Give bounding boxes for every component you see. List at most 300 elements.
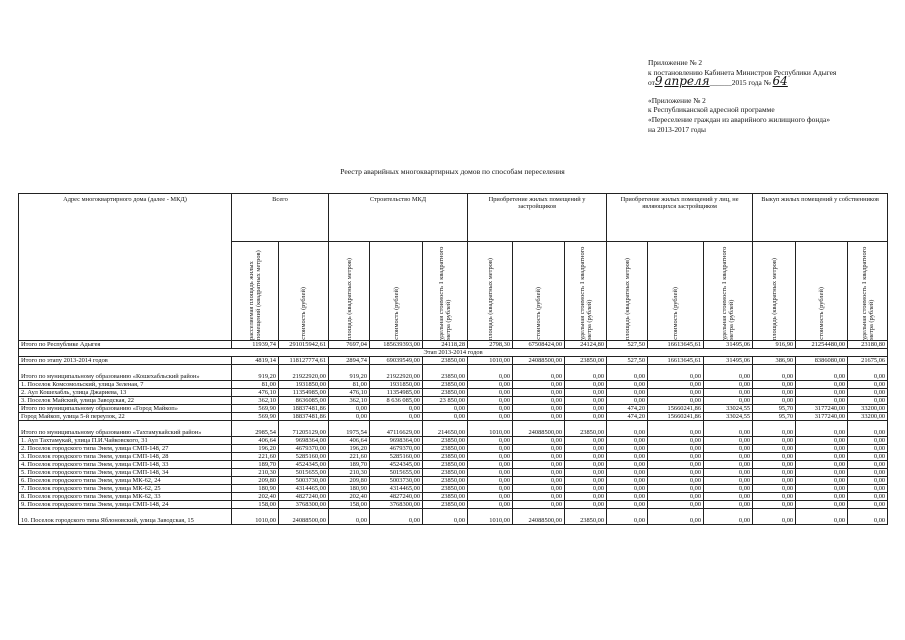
table-cell: 0,00 [468,445,513,453]
registry-table [18,193,888,525]
table-cell: 0,00 [848,381,888,389]
column-header [232,242,279,341]
table-cell: 0,00 [796,381,848,389]
table-cell: 0,00 [423,413,468,421]
table-cell: 5003730,00 [370,477,423,485]
table-cell: 0,00 [607,477,648,485]
table-cell: 221,60 [329,453,370,461]
table-cell: 0,00 [329,413,370,421]
table-cell: 0,00 [848,485,888,493]
table-row [19,493,888,501]
table-cell: 158,00 [329,501,370,509]
table-cell: 2894,74 [329,357,370,365]
table-cell: 0,00 [796,477,848,485]
column-header-label: удельная стоимость 1 квадратного метра (рублей) [438,246,453,340]
table-cell: 0,00 [704,389,753,397]
table-cell: 23850,00 [423,501,468,509]
table-cell: 291015942,61 [279,341,329,349]
row-address: Итого по муниципальному образованию «Кошехабльский район» [19,365,232,381]
table-row [19,469,888,477]
table-cell: 0,00 [468,405,513,413]
column-header-label: удельная стоимость 1 квадратного метра (рублей) [721,246,736,340]
table-cell: 0,00 [513,485,565,493]
header-line: к Республиканской адресной программе [648,105,775,115]
column-header [648,242,704,341]
table-cell: 8386080,00 [796,357,848,365]
table-cell: 1975,54 [329,421,370,437]
table-cell: 0,00 [704,453,753,461]
table-cell: 0,00 [607,397,648,405]
stage-row [19,349,888,357]
table-cell: 23 850,00 [423,397,468,405]
table-cell: 3177240,00 [796,413,848,421]
row-address: 3. Поселок Майский, улица Заводская, 22 [19,397,232,405]
column-header [279,242,329,341]
table-cell: 0,00 [513,453,565,461]
table-cell: 0,00 [648,461,704,469]
table-cell: 5015655,00 [370,469,423,477]
table-cell: 0,00 [648,509,704,525]
table-cell: 0,00 [468,501,513,509]
table-row [19,461,888,469]
table-cell: 0,00 [513,461,565,469]
table-cell: 0,00 [648,437,704,445]
table-cell: 362,10 [232,397,279,405]
header-line: к постановлению Кабинета Министров Республики Адыгея [648,67,837,77]
table-cell: 0,00 [848,461,888,469]
table-cell: 0,00 [848,493,888,501]
table-row [19,397,888,405]
table-cell: 0,00 [648,445,704,453]
table-cell: 0,00 [704,461,753,469]
table-cell: 23850,00 [423,357,468,365]
table-cell: 0,00 [513,493,565,501]
header-total: Всего [232,194,329,242]
table-cell: 0,00 [513,381,565,389]
column-header-label: удельная стоимость 1 квадратного метра (рублей) [860,246,875,340]
table-cell: 23850,00 [423,469,468,477]
table-cell: 0,00 [468,397,513,405]
table-cell: 24088500,00 [279,509,329,525]
table-cell: 33024,55 [704,405,753,413]
column-header-label: стоимость (рублей) [672,287,680,340]
table-cell: 21922920,00 [370,365,423,381]
table-cell: 23850,00 [565,421,607,437]
table-cell: 0,00 [565,493,607,501]
table-cell: 0,00 [848,437,888,445]
table-cell: 0,00 [796,365,848,381]
table-cell: 0,00 [513,437,565,445]
table-cell: 919,20 [329,365,370,381]
table-cell: 185639393,00 [370,341,423,349]
table-row [19,381,888,389]
table-cell: 0,00 [513,389,565,397]
table-cell: 196,20 [329,445,370,453]
row-address: 6. Поселок городского типа Энем, улица МК-62, 24 [19,477,232,485]
table-cell: 386,90 [753,357,796,365]
table-cell: 209,80 [232,477,279,485]
table-cell: 4524345,00 [279,461,329,469]
table-cell: 180,90 [329,485,370,493]
table-cell: 0,00 [704,437,753,445]
table-cell: 0,00 [753,501,796,509]
table-cell: 0,00 [513,413,565,421]
table-cell: 196,20 [232,445,279,453]
table-cell: 0,00 [704,421,753,437]
table-cell: 0,00 [565,397,607,405]
table-cell: 202,40 [232,493,279,501]
table-cell: 4827240,00 [279,493,329,501]
table-cell: 214650,00 [423,421,468,437]
table-cell: 0,00 [704,381,753,389]
table-cell: 0,00 [848,453,888,461]
table-cell: 189,70 [329,461,370,469]
table-cell: 0,00 [704,485,753,493]
table-cell: 23850,00 [423,437,468,445]
table-cell: 95,70 [753,405,796,413]
header-buyout-owners: Выкуп жилых помещений у собственников [753,194,888,242]
table-cell: 0,00 [796,493,848,501]
column-header-label: площадь (квадратных метров) [486,257,494,340]
table-cell: 0,00 [468,365,513,381]
table-cell: 5003730,00 [279,477,329,485]
row-address: 1. Поселок Комсомольский, улица Зеленая, 7 [19,381,232,389]
table-cell: 0,00 [565,485,607,493]
table-cell: 476,10 [232,389,279,397]
header-purchase-non-developers: Приобретение жилых помещений у лиц, не являющихся застройщиком [607,194,753,242]
table-cell: 16613645,61 [648,341,704,349]
table-cell: 0,00 [753,469,796,477]
table-cell: 33200,00 [848,405,888,413]
table-cell: 0,00 [753,381,796,389]
table-cell: 0,00 [753,509,796,525]
header-line: на 2013-2017 годы [648,124,707,134]
table-cell: 0,00 [753,477,796,485]
row-address: 5. Поселок городского типа Энем, улица СМП-148, 34 [19,469,232,477]
table-row [19,437,888,445]
column-header [468,242,513,341]
table-cell: 476,10 [329,389,370,397]
table-cell: 0,00 [704,509,753,525]
table-cell: 23180,80 [848,341,888,349]
table-cell: 0,00 [423,405,468,413]
table-cell: 0,00 [468,453,513,461]
table-cell: 0,00 [753,485,796,493]
column-header [370,242,423,341]
table-cell: 81,00 [232,381,279,389]
table-cell: 11354985,00 [370,389,423,397]
table-cell: 406,64 [232,437,279,445]
row-address: 2. Поселок городского типа Энем, улица СМП-148, 27 [19,445,232,453]
table-cell: 71205129,00 [279,421,329,437]
page-title: Реестр аварийных многоквартирных домов по способам переселения [340,167,565,176]
table-cell: 0,00 [565,389,607,397]
table-cell: 0,00 [796,461,848,469]
table-cell: 0,00 [796,501,848,509]
table-cell: 3768300,00 [370,501,423,509]
table-cell: 0,00 [704,493,753,501]
table-cell: 916,90 [753,341,796,349]
table-cell: 0,00 [848,397,888,405]
table-cell: 202,40 [329,493,370,501]
table-cell: 527,50 [607,357,648,365]
table-cell: 0,00 [796,469,848,477]
table-cell: 0,00 [607,437,648,445]
table-cell: 0,00 [513,501,565,509]
stage-label: Этап 2013-2014 годов [19,349,888,357]
column-header [329,242,370,341]
table-cell: 0,00 [607,453,648,461]
table-cell: 0,00 [565,365,607,381]
table-cell: 0,00 [468,477,513,485]
table-row [19,445,888,453]
table-cell: 2798,30 [468,341,513,349]
table-cell: 0,00 [468,485,513,493]
table-cell: 31495,06 [704,357,753,365]
table-cell: 0,00 [565,445,607,453]
table-cell: 47116629,00 [370,421,423,437]
table-cell: 0,00 [704,397,753,405]
table-cell: 0,00 [648,381,704,389]
table-cell: 4524345,00 [370,461,423,469]
column-header-label: стоимость (рублей) [392,287,400,340]
table-cell: 69039549,00 [370,357,423,365]
table-cell: 0,00 [607,493,648,501]
table-row [19,501,888,509]
table-cell: 0,00 [848,477,888,485]
table-cell: 24088500,00 [513,421,565,437]
table-cell: 0,00 [607,365,648,381]
table-cell: 3768300,00 [279,501,329,509]
table-cell: 0,00 [648,397,704,405]
table-cell: 0,00 [565,405,607,413]
table-cell: 23850,00 [423,485,468,493]
table-cell: 4314465,00 [370,485,423,493]
table-cell: 1010,00 [468,421,513,437]
table-cell: 0,00 [370,509,423,525]
table-cell: 0,00 [648,421,704,437]
table-cell: 3177240,00 [796,405,848,413]
table-cell: 0,00 [848,469,888,477]
header-line: «Переселение граждан из аварийного жилищного фонда» [648,114,831,124]
table-cell: 0,00 [753,365,796,381]
table-cell: 23850,00 [423,365,468,381]
table-cell: 23850,00 [423,453,468,461]
table-cell: 23850,00 [423,493,468,501]
table-cell: 0,00 [796,421,848,437]
row-address: Город Майкоп, улица 5-й переулок, 22 [19,413,232,421]
table-cell: 0,00 [753,493,796,501]
table-cell: 158,00 [232,501,279,509]
table-cell: 11354985,00 [279,389,329,397]
table-cell: 210,30 [329,469,370,477]
table-cell: 0,00 [848,421,888,437]
table-cell: 0,00 [796,445,848,453]
table-cell: 474,20 [607,405,648,413]
table-cell: 1010,00 [468,357,513,365]
table-cell: 8 636 085,00 [370,397,423,405]
table-cell: 21675,06 [848,357,888,365]
column-header [513,242,565,341]
table-row [19,357,888,365]
table-cell: 0,00 [796,437,848,445]
table-cell: 1931850,00 [279,381,329,389]
table-cell: 4679370,00 [370,445,423,453]
table-cell: 0,00 [796,509,848,525]
table-cell: 0,00 [704,477,753,485]
table-cell: 0,00 [753,437,796,445]
table-cell: 24124,80 [565,341,607,349]
table-cell: 0,00 [753,461,796,469]
table-cell: 21254480,00 [796,341,848,349]
table-cell: 24088500,00 [513,509,565,525]
table-cell: 9698364,00 [370,437,423,445]
table-cell: 0,00 [753,421,796,437]
table-cell: 362,10 [329,397,370,405]
row-address: Итого по муниципальному образованию «Тахтамукайский район» [19,421,232,437]
column-header [753,242,796,341]
table-cell: 0,00 [607,485,648,493]
row-address: 9. Поселок городского типа Энем, улица СМП-148, 24 [19,501,232,509]
table-row [19,453,888,461]
table-cell: 0,00 [565,501,607,509]
decree-number: 64 [772,74,788,89]
table-cell: 21922920,00 [279,365,329,381]
table-cell: 0,00 [468,469,513,477]
table-cell: 0,00 [423,509,468,525]
table-cell: 23850,00 [565,357,607,365]
table-cell: 0,00 [565,469,607,477]
table-cell: 0,00 [468,413,513,421]
table-cell: 67508424,00 [513,341,565,349]
table-cell: 18837481,86 [279,413,329,421]
table-cell: 0,00 [848,445,888,453]
table-cell: 569,90 [232,405,279,413]
table-cell: 16613645,61 [648,357,704,365]
table-cell: 0,00 [513,397,565,405]
table-cell: 2985,54 [232,421,279,437]
table-cell: 0,00 [648,477,704,485]
table-cell: 0,00 [753,453,796,461]
table-cell: 0,00 [607,389,648,397]
table-cell: 0,00 [796,453,848,461]
table-cell: 4819,14 [232,357,279,365]
table-cell: 18837481,86 [279,405,329,413]
table-row [19,413,888,421]
table-cell: 0,00 [648,389,704,397]
table-cell: 209,80 [329,477,370,485]
table-row [19,405,888,413]
table-cell: 0,00 [370,413,423,421]
table-cell: 569,90 [232,413,279,421]
column-header-label: стоимость (рублей) [535,287,543,340]
table-row [19,421,888,437]
table-cell: 180,90 [232,485,279,493]
table-cell: 0,00 [329,509,370,525]
table-cell: 0,00 [513,477,565,485]
header-purchase-developers: Приобретение жилых помещений у застройщиков [468,194,607,242]
table-cell: 0,00 [848,389,888,397]
column-header-label: стоимость (рублей) [300,287,307,340]
column-header [423,242,468,341]
table-cell: 527,50 [607,341,648,349]
table-cell: 0,00 [704,469,753,477]
table-cell: 8636085,00 [279,397,329,405]
row-address: 4. Поселок городского типа Энем, улица СМП-148, 33 [19,461,232,469]
table-cell: 0,00 [607,445,648,453]
row-address: Итого по муниципальному образованию «Город Майкоп» [19,405,232,413]
column-header-label: площадь (квадратных метров) [345,257,353,340]
table-cell: 23850,00 [423,477,468,485]
table-cell: 0,00 [370,405,423,413]
table-row [19,509,888,525]
table-cell: 0,00 [704,501,753,509]
table-cell: 1010,00 [468,509,513,525]
table-cell: 5015655,00 [279,469,329,477]
column-header [796,242,848,341]
header-line: «Приложение № 2 [648,95,706,105]
table-cell: 0,00 [513,469,565,477]
row-address: 3. Поселок городского типа Энем, улица СМП-148, 28 [19,453,232,461]
table-row [19,485,888,493]
table-cell: 0,00 [513,405,565,413]
table-cell: 221,60 [232,453,279,461]
table-cell: 4314465,00 [279,485,329,493]
header-address: Адрес многоквартирного дома (далее - МКД) [19,194,232,341]
table-cell: 23850,00 [423,445,468,453]
table-cell: 0,00 [565,461,607,469]
table-cell: 0,00 [704,365,753,381]
table-cell: 1931850,00 [370,381,423,389]
column-header [565,242,607,341]
row-address: 1. Аул Тахтамукай, улица П.И.Чайковского, 31 [19,437,232,445]
table-cell: 15660241,86 [648,405,704,413]
table-cell: 210,30 [232,469,279,477]
table-row [19,389,888,397]
row-address: 2. Аул Кошехабль, улица Джариева, 13 [19,389,232,397]
column-header-label: стоимость (рублей) [818,287,826,340]
table-cell: 189,70 [232,461,279,469]
table-cell: 0,00 [648,485,704,493]
table-cell: 95,70 [753,413,796,421]
column-header-label: расселяемая площадь жилых помещений (квадратных метров) [248,250,262,340]
table-cell: 1010,00 [232,509,279,525]
table-cell: 118127774,61 [279,357,329,365]
table-cell: 81,00 [329,381,370,389]
table-row [19,477,888,485]
table-cell: 31495,06 [704,341,753,349]
table-cell: 23850,00 [423,461,468,469]
table-cell: 0,00 [513,365,565,381]
table-cell: 0,00 [796,485,848,493]
header-date-line: от9 апреля______2015 года № 64 [648,74,788,89]
table-cell: 0,00 [565,413,607,421]
table-cell: 23850,00 [565,509,607,525]
header-line: Приложение № 2 [648,58,703,67]
table-cell: 0,00 [753,445,796,453]
date-year: 2015 года № [731,78,771,88]
document-header [648,58,898,134]
table-cell: 0,00 [848,501,888,509]
table-cell: 5285160,00 [279,453,329,461]
table-cell: 7697,04 [329,341,370,349]
table-cell: 4827240,00 [370,493,423,501]
table-cell: 0,00 [607,509,648,525]
table-cell: 23850,00 [423,381,468,389]
table-cell: 0,00 [468,493,513,501]
table-cell: 33200,00 [848,413,888,421]
table-cell: 919,20 [232,365,279,381]
